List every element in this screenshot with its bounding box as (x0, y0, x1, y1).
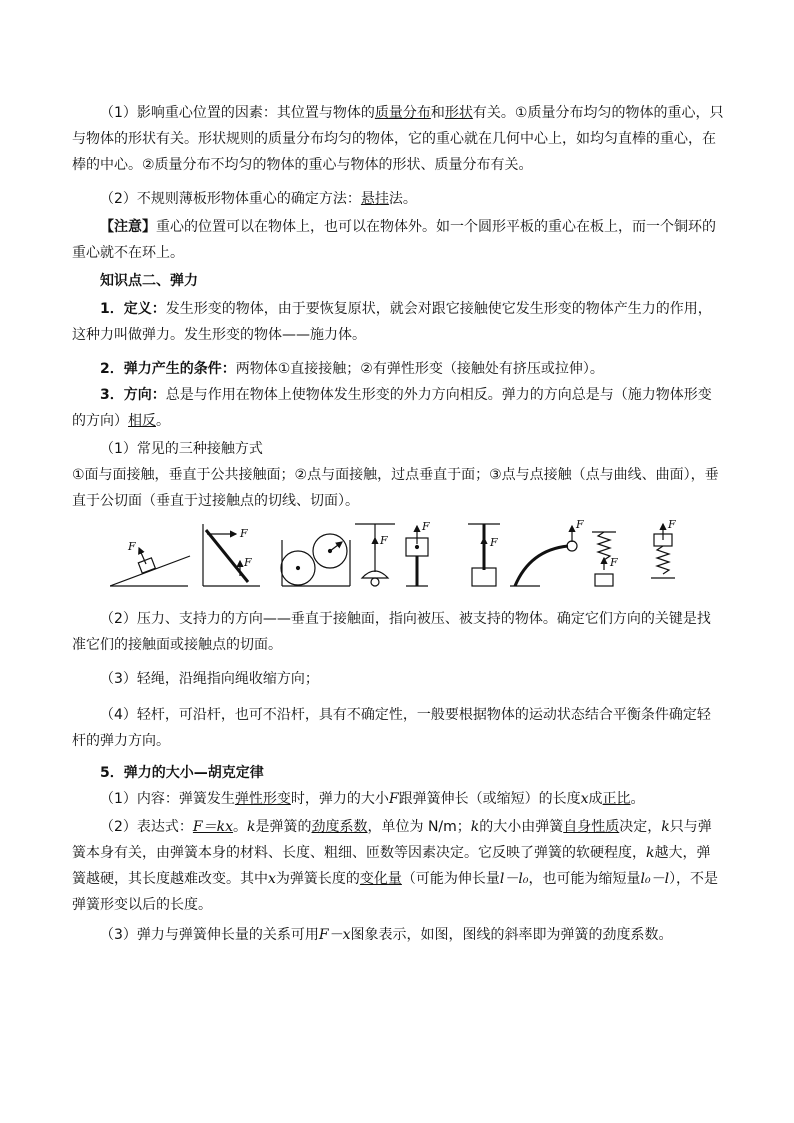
svg-text:F: F (422, 520, 430, 533)
svg-text:F: F (380, 534, 388, 547)
paragraph-suspension-method: （2）不规则薄板形物体重心的确定方法：悬挂法。 (100, 191, 417, 207)
rod-wall-diagram (203, 524, 260, 586)
paragraph-conditions: 2．弹力产生的条件：两物体①直接接触；②有弹性形变（接触处有挤压或拉伸）。 (100, 361, 604, 377)
svg-text:F: F (240, 527, 248, 540)
spring-hanging-diagram (592, 532, 618, 586)
svg-text:F: F (610, 556, 618, 569)
section-heading-elastic-force: 知识点二、弹力 (100, 273, 198, 289)
paragraph-direction: 3．方向：总是与作用在物体上使物体发生形变的外力方向相反。弹力的方向总是与（施力物体形变的方向）相反。 (72, 387, 712, 429)
paragraph-light-rod: （4）轻杆，可沿杆，也可不沿杆，具有不确定性，一般要根据物体的运动状态结合平衡条件确定轻杆的弹力方向。 (72, 707, 711, 749)
subheading-contact-types: （1）常见的三种接触方式 (100, 441, 263, 457)
block-post-diagram (406, 520, 430, 586)
paragraph-hooke-expression: （2）表达式：F＝kx。k是弹簧的劲度系数，单位为 N/m；k的大小由弹簧自身性质决定，k只与弹簧本身有关，由弹簧本身的材料、长度、粗细、匝数等因素决定。它反映了弹簧的软硬程度，k越大，弹簧越硬，其长度越难改变。其中x为弹簧长度的变化量（可能为伸长量l－l₀，也可能为缩短量l₀－l），不是弹簧形变以后的长度。 (72, 819, 719, 913)
force-label-1: F (128, 540, 136, 553)
note-label: 【注意】 (100, 219, 156, 235)
svg-text:F: F (668, 520, 676, 531)
svg-text:F: F (576, 520, 584, 531)
note-paragraph: 【注意】重心的位置可以在物体上，也可以在物体外。如一个圆形平板的重心在板上，而一个铜环的重心就不在环上。 (72, 219, 716, 261)
incline-block-diagram (110, 540, 190, 586)
hanging-lamp-diagram (355, 524, 395, 586)
paragraph-gravity-center-factors: （1）影响重心位置的因素：其位置与物体的质量分布和形状有关。①质量分布均匀的物体的重心，只与物体的形状有关。形状规则的质量分布均匀的物体，它的重心就在几何中心上，如均匀直棒的重心，在棒的中心。②质量分布不均匀的物体的重心与物体的形状、质量分布有关。 (72, 105, 724, 173)
paragraph-light-rope: （3）轻绳，沿绳指向绳收缩方向； (100, 671, 319, 687)
svg-text:F: F (244, 556, 252, 569)
paragraph-pressure-support-direction: （2）压力、支持力的方向——垂直于接触面，指向被压、被支持的物体。确定它们方向的关键是找准它们的接触面或接触点的切面。 (72, 611, 711, 653)
balls-container-diagram (281, 534, 350, 586)
paragraph-f-x-graph: （3）弹力与弹簧伸长量的关系可用F－x图象表示，如图，图线的斜率即为弹簧的劲度系数。 (100, 927, 673, 943)
contact-diagrams-figure (110, 520, 710, 592)
svg-text:F: F (490, 536, 498, 549)
paragraph-hooke-content: （1）内容：弹簧发生弹性形变时，弹力的大小F跟弹簧伸长（或缩短）的长度x成正比。 (100, 791, 645, 807)
curved-rod-ball-diagram (510, 520, 584, 586)
hanging-block-rod-diagram (468, 524, 500, 586)
spring-support-diagram (651, 520, 676, 578)
paragraph-definition: 1．定义：发生形变的物体，由于要恢复原状，就会对跟它接触使它发生形变的物体产生力的作用，这种力叫做弹力。发生形变的物体——施力体。 (72, 301, 712, 343)
subheading-hookes-law: 5．弹力的大小—胡克定律 (100, 765, 264, 781)
paragraph-contact-types: ①面与面接触，垂直于公共接触面；②点与面接触，过点垂直于面；③点与点接触（点与曲线、曲面），垂直于公切面（垂直于过接触点的切线、切面）。 (72, 467, 719, 509)
